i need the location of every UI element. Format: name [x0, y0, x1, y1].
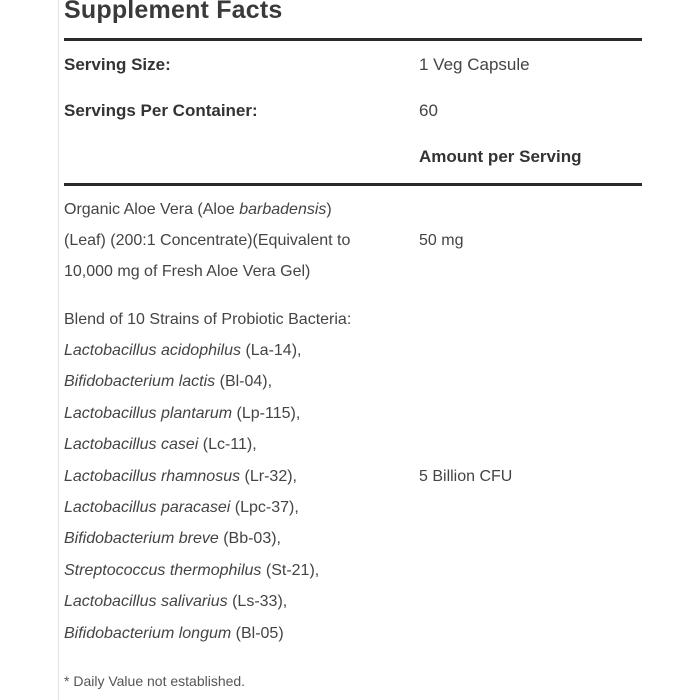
- strain-name: Lactobacillus casei: [64, 436, 199, 454]
- serving-size-value: 1 Veg Capsule: [419, 55, 530, 74]
- aloe-species: barbadensis: [239, 201, 327, 218]
- strain-name: Bifidobacterium breve: [64, 530, 219, 548]
- strain-line: [64, 624, 284, 644]
- strain-line: [64, 561, 319, 581]
- aloe-line-2: (Leaf) (200:1 Concentrate)(Equivalent to: [64, 232, 351, 249]
- strain-name: Lactobacillus salivarius: [64, 593, 228, 611]
- strain-code: (La-14),: [241, 342, 302, 359]
- strain-code: (Bl-04),: [215, 373, 273, 391]
- probiotic-amount: 5 Billion CFU: [419, 468, 513, 485]
- strain-name: Lactobacillus acidophilus: [64, 342, 241, 359]
- strain-code: (Lc-11),: [198, 436, 257, 454]
- strain-code: (Bb-03),: [218, 530, 281, 548]
- strain-line: [64, 404, 300, 424]
- strain-line: [64, 435, 257, 455]
- strain-code: (Ls-33),: [227, 593, 288, 611]
- aloe-text: Organic Aloe Vera (Aloe: [64, 201, 240, 218]
- strain-name: Lactobacillus paracasei: [64, 499, 231, 516]
- strain-code: (Lpc-37),: [230, 499, 299, 516]
- strain-name: Bifidobacterium lactis: [64, 373, 216, 391]
- strain-line: [64, 529, 281, 549]
- strain-name: Lactobacillus rhamnosus: [64, 467, 241, 485]
- servings-per-container-value: 60: [419, 101, 438, 120]
- strain-name: Lactobacillus plantarum: [64, 404, 233, 422]
- aloe-line-3: 10,000 mg of Fresh Aloe Vera Gel): [64, 263, 311, 280]
- top-divider: [64, 38, 642, 41]
- aloe-text-end: ): [326, 201, 332, 218]
- strain-name: Streptococcus thermophilus: [64, 561, 262, 579]
- strain-line: [64, 498, 299, 518]
- strain-line: [64, 341, 301, 361]
- strain-code: (Bl-05): [231, 624, 284, 642]
- panel-title: Supplement Facts: [64, 0, 283, 24]
- strain-line: [64, 372, 272, 392]
- strain-code: (Lr-32),: [240, 467, 297, 485]
- probiotic-intro: Blend of 10 Strains of Probiotic Bacteria:: [64, 311, 352, 328]
- strain-line: [64, 592, 287, 612]
- left-divider: [58, 0, 59, 700]
- serving-size-label: Serving Size:: [64, 55, 171, 74]
- aloe-line-1: [64, 200, 332, 220]
- strain-name: Bifidobacterium longum: [64, 624, 232, 642]
- aloe-amount: 50 mg: [419, 232, 464, 249]
- servings-per-container-label: Servings Per Container:: [64, 101, 258, 120]
- strain-code: (Lp-115),: [232, 404, 301, 422]
- amount-per-serving-header: Amount per Serving: [419, 147, 582, 166]
- strain-code: (St-21),: [261, 561, 320, 579]
- header-divider: [64, 183, 642, 186]
- strain-line: [64, 467, 297, 487]
- footnote: * Daily Value not established.: [64, 673, 246, 689]
